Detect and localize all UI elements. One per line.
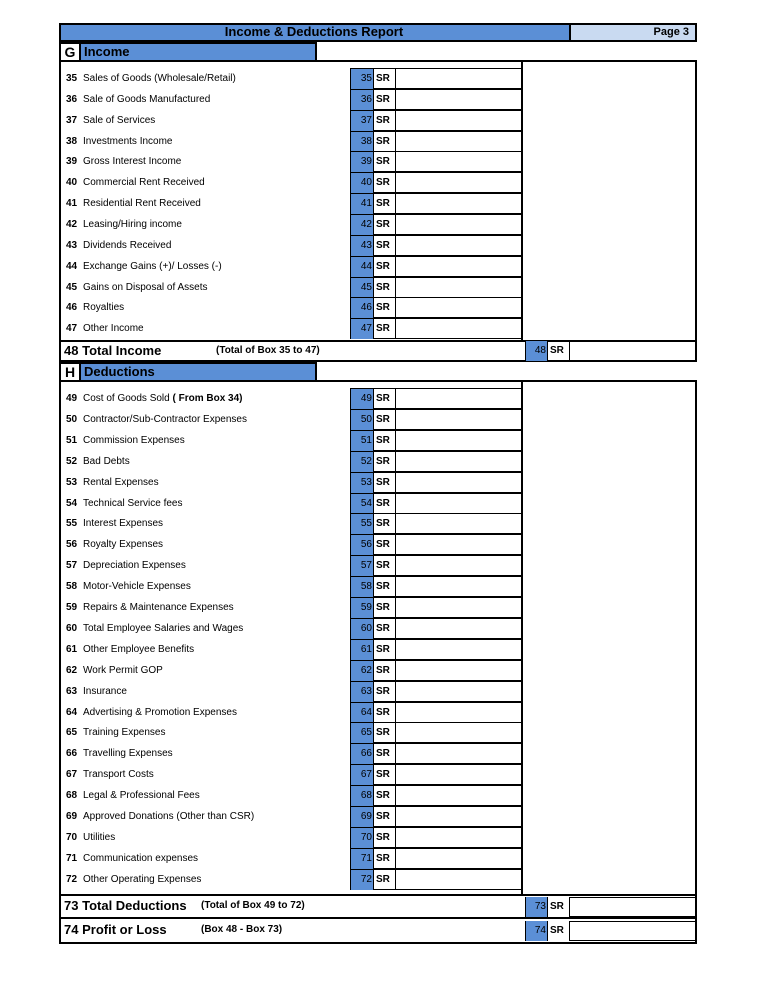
line-item-box-number: 37	[351, 111, 373, 131]
line-item-number: 70	[66, 831, 78, 843]
line-item-number: 37	[66, 114, 78, 126]
line-item-text: Bad Debts	[83, 455, 130, 467]
line-item-number: 50	[66, 413, 78, 425]
line-item-box-number: 67	[351, 765, 373, 785]
line-item-text: Leasing/Hiring income	[83, 218, 182, 230]
line-item-number: 71	[66, 852, 78, 864]
line-item-number: 72	[66, 873, 78, 885]
line-item-number: 63	[66, 685, 78, 697]
line-item-amount-field[interactable]	[395, 556, 521, 575]
line-item-text: Commission Expenses	[83, 434, 185, 446]
line-item-amount-field[interactable]	[395, 111, 521, 130]
line-item-currency: SR	[373, 319, 395, 339]
line-item-source-note: ( From Box 34)	[172, 393, 243, 404]
line-item-text: Other Income	[83, 323, 144, 335]
line-item-amount-field[interactable]	[395, 682, 521, 701]
line-item-text: Gains on Disposal of Assets	[83, 281, 208, 293]
line-item-currency: SR	[373, 870, 395, 890]
line-item-box-number: 72	[351, 870, 373, 890]
line-item-number: 59	[66, 602, 78, 613]
line-item-label	[66, 660, 163, 681]
line-item-box-number: 54	[351, 494, 373, 514]
line-item-box-number: 70	[351, 828, 373, 848]
line-item-currency: SR	[373, 703, 395, 723]
line-item-text: Dividends Received	[83, 239, 172, 251]
line-item-text: Other Employee Benefits	[83, 643, 195, 655]
line-item-text: Utilities	[83, 831, 116, 843]
line-item-currency: SR	[373, 69, 395, 89]
line-item-amount-field[interactable]	[395, 598, 521, 617]
line-item-number: 39	[66, 156, 78, 168]
line-item-amount-field[interactable]	[395, 298, 521, 317]
line-item-label	[66, 214, 182, 235]
line-item-currency: SR	[373, 682, 395, 702]
line-item-label	[66, 89, 210, 110]
total-deductions-field[interactable]	[569, 897, 697, 917]
line-item-number: 51	[66, 434, 78, 446]
line-item-text: Communication expenses	[83, 852, 199, 864]
line-item-number: 35	[66, 73, 78, 84]
line-item-text: Royalty Expenses	[83, 539, 164, 551]
line-item-box-number: 41	[351, 194, 373, 214]
total-deductions-currency: SR	[547, 897, 569, 917]
line-item-box-number: 55	[351, 514, 373, 534]
line-item-currency: SR	[373, 723, 395, 743]
profit-loss-text: Profit or Loss	[82, 922, 167, 937]
line-item-number: 64	[66, 706, 78, 718]
line-item-number: 60	[66, 622, 78, 634]
line-item-box-number: 57	[351, 556, 373, 576]
total-deductions-num: 73	[64, 898, 79, 913]
line-item-currency: SR	[373, 598, 395, 618]
line-item-text: Advertising & Promotion Expenses	[83, 706, 237, 718]
total-income-field[interactable]	[569, 341, 697, 361]
line-item-box-number: 45	[351, 278, 373, 298]
report-title: Income & Deductions Report	[224, 24, 404, 39]
line-item-amount-field[interactable]	[395, 152, 521, 171]
line-item-label	[66, 451, 130, 472]
line-item-box-number: 56	[351, 535, 373, 555]
line-item-text: Travelling Expenses	[83, 748, 173, 760]
line-item-label	[66, 193, 201, 214]
line-item-box-number: 40	[351, 173, 373, 193]
line-item-label	[66, 430, 185, 451]
line-item-label	[66, 131, 172, 152]
line-item-number: 54	[66, 497, 78, 509]
total-income-currency: SR	[547, 341, 569, 361]
line-item-currency: SR	[373, 298, 395, 318]
line-item-text: Commercial Rent Received	[83, 177, 205, 189]
line-item-box-number: 69	[351, 807, 373, 827]
line-item-box-number: 64	[351, 703, 373, 723]
line-item-number: 53	[66, 476, 78, 488]
section-letter-deductions: H	[59, 362, 81, 382]
line-item-number: 43	[66, 239, 78, 251]
line-item-text: Contractor/Sub-Contractor Expenses	[83, 413, 247, 425]
line-item-box-number: 39	[351, 152, 373, 172]
line-item-label	[66, 472, 159, 493]
line-item-label	[66, 297, 124, 318]
line-item-amount-field[interactable]	[395, 473, 521, 492]
total-income-note: (Total of Box 35 to 47)	[216, 345, 320, 356]
line-item-currency: SR	[373, 849, 395, 869]
profit-loss-currency: SR	[547, 921, 569, 941]
line-item-box-number: 36	[351, 90, 373, 110]
page-number: Page 3	[569, 23, 697, 42]
section-title-income: Income	[81, 42, 317, 62]
line-item-number: 69	[66, 811, 78, 822]
line-item-label	[66, 110, 155, 131]
line-item-amount-field[interactable]	[395, 194, 521, 213]
line-item-label	[66, 172, 205, 193]
line-item-number: 41	[66, 198, 78, 210]
line-item-text: Interest Expenses	[83, 518, 164, 530]
total-deductions-text: Total Deductions	[82, 898, 187, 913]
total-income-num: 48	[64, 343, 79, 358]
line-item-amount-field[interactable]	[395, 786, 521, 805]
line-item-box-number: 49	[351, 389, 373, 409]
line-item-currency: SR	[373, 90, 395, 110]
line-item-amount-field[interactable]	[395, 278, 521, 297]
line-item-box-number: 60	[351, 619, 373, 639]
line-item-box-number: 51	[351, 431, 373, 451]
line-item-amount-field[interactable]	[395, 319, 521, 338]
line-item-currency: SR	[373, 765, 395, 785]
line-item-currency: SR	[373, 556, 395, 576]
line-item-number: 68	[66, 790, 78, 802]
line-item-box-number: 71	[351, 849, 373, 869]
section-title-deductions: Deductions	[81, 362, 317, 382]
line-item-amount-field[interactable]	[395, 389, 521, 408]
line-item-label	[66, 681, 127, 702]
line-item-currency: SR	[373, 132, 395, 152]
line-item-number: 61	[66, 643, 78, 655]
line-item-currency: SR	[373, 173, 395, 193]
line-item-number: 46	[66, 302, 78, 314]
line-item-amount-field[interactable]	[395, 173, 521, 192]
line-item-text: Rental Expenses	[83, 476, 159, 488]
line-item-currency: SR	[373, 410, 395, 430]
line-item-box-number: 58	[351, 577, 373, 597]
line-item-box-number: 46	[351, 298, 373, 318]
line-item-text: Other Operating Expenses	[83, 873, 202, 885]
line-item-label	[66, 534, 163, 555]
line-item-box-number: 62	[351, 661, 373, 681]
line-item-box-number: 38	[351, 132, 373, 152]
line-item-amount-field[interactable]	[395, 494, 521, 513]
line-item-currency: SR	[373, 619, 395, 639]
line-item-currency: SR	[373, 236, 395, 256]
line-item-box-number: 68	[351, 786, 373, 806]
line-item-box-number: 66	[351, 744, 373, 764]
line-item-label	[66, 256, 222, 277]
total-income-text: Total Income	[82, 343, 162, 358]
line-item-number: 44	[66, 260, 78, 272]
line-item-box-number: 43	[351, 236, 373, 256]
line-item-currency: SR	[373, 494, 395, 514]
line-item-number: 65	[66, 727, 78, 739]
line-item-box-number: 61	[351, 640, 373, 660]
line-item-box-number: 50	[351, 410, 373, 430]
line-item-number: 40	[66, 177, 78, 189]
line-item-label	[66, 235, 171, 256]
line-item-label	[66, 597, 234, 618]
line-item-currency: SR	[373, 431, 395, 451]
line-item-label	[66, 576, 191, 597]
line-item-amount-field[interactable]	[395, 410, 521, 429]
line-item-amount-field[interactable]	[395, 765, 521, 784]
line-item-currency: SR	[373, 828, 395, 848]
line-item-label	[66, 806, 254, 827]
line-item-label	[66, 409, 247, 430]
line-item-number: 66	[66, 748, 78, 760]
line-item-text: Total Employee Salaries and Wages	[83, 622, 244, 634]
line-item-number: 67	[66, 769, 78, 781]
line-item-number: 38	[66, 135, 78, 147]
line-item-text: Cost of Goods Sold	[83, 393, 170, 404]
line-item-currency: SR	[373, 535, 395, 555]
line-item-box-number: 65	[351, 723, 373, 743]
line-item-currency: SR	[373, 194, 395, 214]
profit-loss-field[interactable]	[569, 921, 697, 941]
line-item-currency: SR	[373, 111, 395, 131]
line-item-text: Transport Costs	[83, 769, 154, 781]
line-item-number: 36	[66, 93, 78, 105]
line-item-amount-field[interactable]	[395, 514, 521, 533]
line-item-text: Work Permit GOP	[83, 664, 163, 676]
line-item-currency: SR	[373, 452, 395, 472]
line-item-number: 47	[66, 323, 78, 335]
line-item-number: 55	[66, 518, 78, 530]
line-item-amount-field[interactable]	[395, 236, 521, 255]
line-item-text: Sales of Goods (Wholesale/Retail)	[83, 73, 236, 84]
line-item-amount-field[interactable]	[395, 640, 521, 659]
line-item-box-number: 59	[351, 598, 373, 618]
line-item-amount-field[interactable]	[395, 849, 521, 868]
line-item-box-number: 47	[351, 319, 373, 339]
line-item-currency: SR	[373, 786, 395, 806]
line-item-text: Insurance	[83, 685, 127, 697]
line-item-label	[66, 151, 181, 172]
line-item-number: 45	[66, 281, 78, 293]
total-deductions-note: (Total of Box 49 to 72)	[201, 900, 305, 911]
line-item-label	[66, 555, 186, 576]
total-income-label	[64, 341, 161, 361]
total-deductions-box-number: 73	[525, 897, 547, 917]
line-item-amount-field[interactable]	[395, 452, 521, 471]
total-deductions-label	[64, 896, 187, 916]
line-item-label	[66, 277, 208, 298]
line-item-box-number: 52	[351, 452, 373, 472]
line-item-text: Depreciation Expenses	[83, 560, 186, 572]
line-item-label	[66, 513, 163, 534]
line-item-amount-field[interactable]	[395, 90, 521, 109]
line-item-currency: SR	[373, 473, 395, 493]
profit-loss-label	[64, 920, 167, 940]
line-item-currency: SR	[373, 215, 395, 235]
line-item-label	[66, 702, 237, 723]
line-item-text: Motor-Vehicle Expenses	[83, 581, 191, 593]
line-item-label	[66, 618, 243, 639]
line-item-text: Residential Rent Received	[83, 198, 201, 210]
line-item-amount-field[interactable]	[395, 744, 521, 763]
line-item-amount-field[interactable]	[395, 723, 521, 742]
line-item-amount-field[interactable]	[395, 132, 521, 151]
line-item-text: Royalties	[83, 302, 125, 314]
line-item-number: 58	[66, 581, 78, 593]
line-item-label	[66, 743, 173, 764]
line-item-text: Technical Service fees	[83, 497, 183, 509]
line-item-label	[66, 639, 194, 660]
line-item-label	[66, 722, 165, 743]
line-item-text: Legal & Professional Fees	[83, 790, 200, 802]
line-item-number: 57	[66, 560, 78, 572]
line-item-amount-field[interactable]	[395, 661, 521, 680]
line-item-text: Exchange Gains (+)/ Losses (-)	[83, 260, 222, 272]
line-item-amount-field[interactable]	[395, 215, 521, 234]
line-item-amount-field[interactable]	[395, 69, 521, 88]
line-item-amount-field[interactable]	[395, 431, 521, 450]
line-item-box-number: 42	[351, 215, 373, 235]
line-item-currency: SR	[373, 152, 395, 172]
line-item-amount-field[interactable]	[395, 828, 521, 847]
section-letter-income: G	[59, 42, 81, 62]
line-item-box-number: 35	[351, 69, 373, 89]
line-item-text: Sale of Goods Manufactured	[83, 93, 211, 105]
line-item-currency: SR	[373, 640, 395, 660]
line-item-amount-field[interactable]	[395, 703, 521, 722]
line-item-label	[66, 493, 183, 514]
line-item-text: Repairs & Maintenance Expenses	[83, 602, 234, 613]
line-item-currency: SR	[373, 661, 395, 681]
line-item-currency: SR	[373, 257, 395, 277]
profit-loss-num: 74	[64, 922, 79, 937]
line-item-currency: SR	[373, 577, 395, 597]
line-item-label	[66, 68, 236, 89]
line-item-text: Approved Donations (Other than CSR)	[83, 811, 255, 822]
line-item-amount-field[interactable]	[395, 257, 521, 276]
line-item-currency: SR	[373, 514, 395, 534]
line-item-text: Training Expenses	[83, 727, 166, 739]
line-item-currency: SR	[373, 389, 395, 409]
line-item-amount-field[interactable]	[395, 535, 521, 554]
line-item-number: 62	[66, 664, 78, 676]
line-item-currency: SR	[373, 278, 395, 298]
line-item-box-number: 44	[351, 257, 373, 277]
line-item-label	[66, 869, 201, 890]
line-item-currency: SR	[373, 807, 395, 827]
line-item-box-number: 63	[351, 682, 373, 702]
line-item-label	[66, 388, 243, 409]
line-item-label	[66, 785, 200, 806]
line-item-number: 52	[66, 455, 78, 467]
line-item-text: Gross Interest Income	[83, 156, 182, 168]
profit-loss-note: (Box 48 - Box 73)	[201, 924, 283, 935]
line-item-amount-field[interactable]	[395, 870, 521, 889]
line-item-number: 49	[66, 393, 78, 404]
line-item-label	[66, 764, 154, 785]
line-item-text: Investments Income	[83, 135, 173, 147]
line-item-amount-field[interactable]	[395, 807, 521, 826]
profit-loss-box-number: 74	[525, 921, 547, 941]
total-income-box-number: 48	[525, 341, 547, 361]
profit-divider	[59, 917, 697, 919]
line-item-label	[66, 318, 144, 339]
line-item-text: Sale of Services	[83, 114, 156, 126]
line-item-amount-field[interactable]	[395, 619, 521, 638]
line-item-box-number: 53	[351, 473, 373, 493]
line-item-amount-field[interactable]	[395, 577, 521, 596]
line-item-number: 56	[66, 539, 78, 551]
line-item-label	[66, 827, 115, 848]
line-item-number: 42	[66, 218, 78, 230]
line-item-label	[66, 848, 198, 869]
line-item-currency: SR	[373, 744, 395, 764]
